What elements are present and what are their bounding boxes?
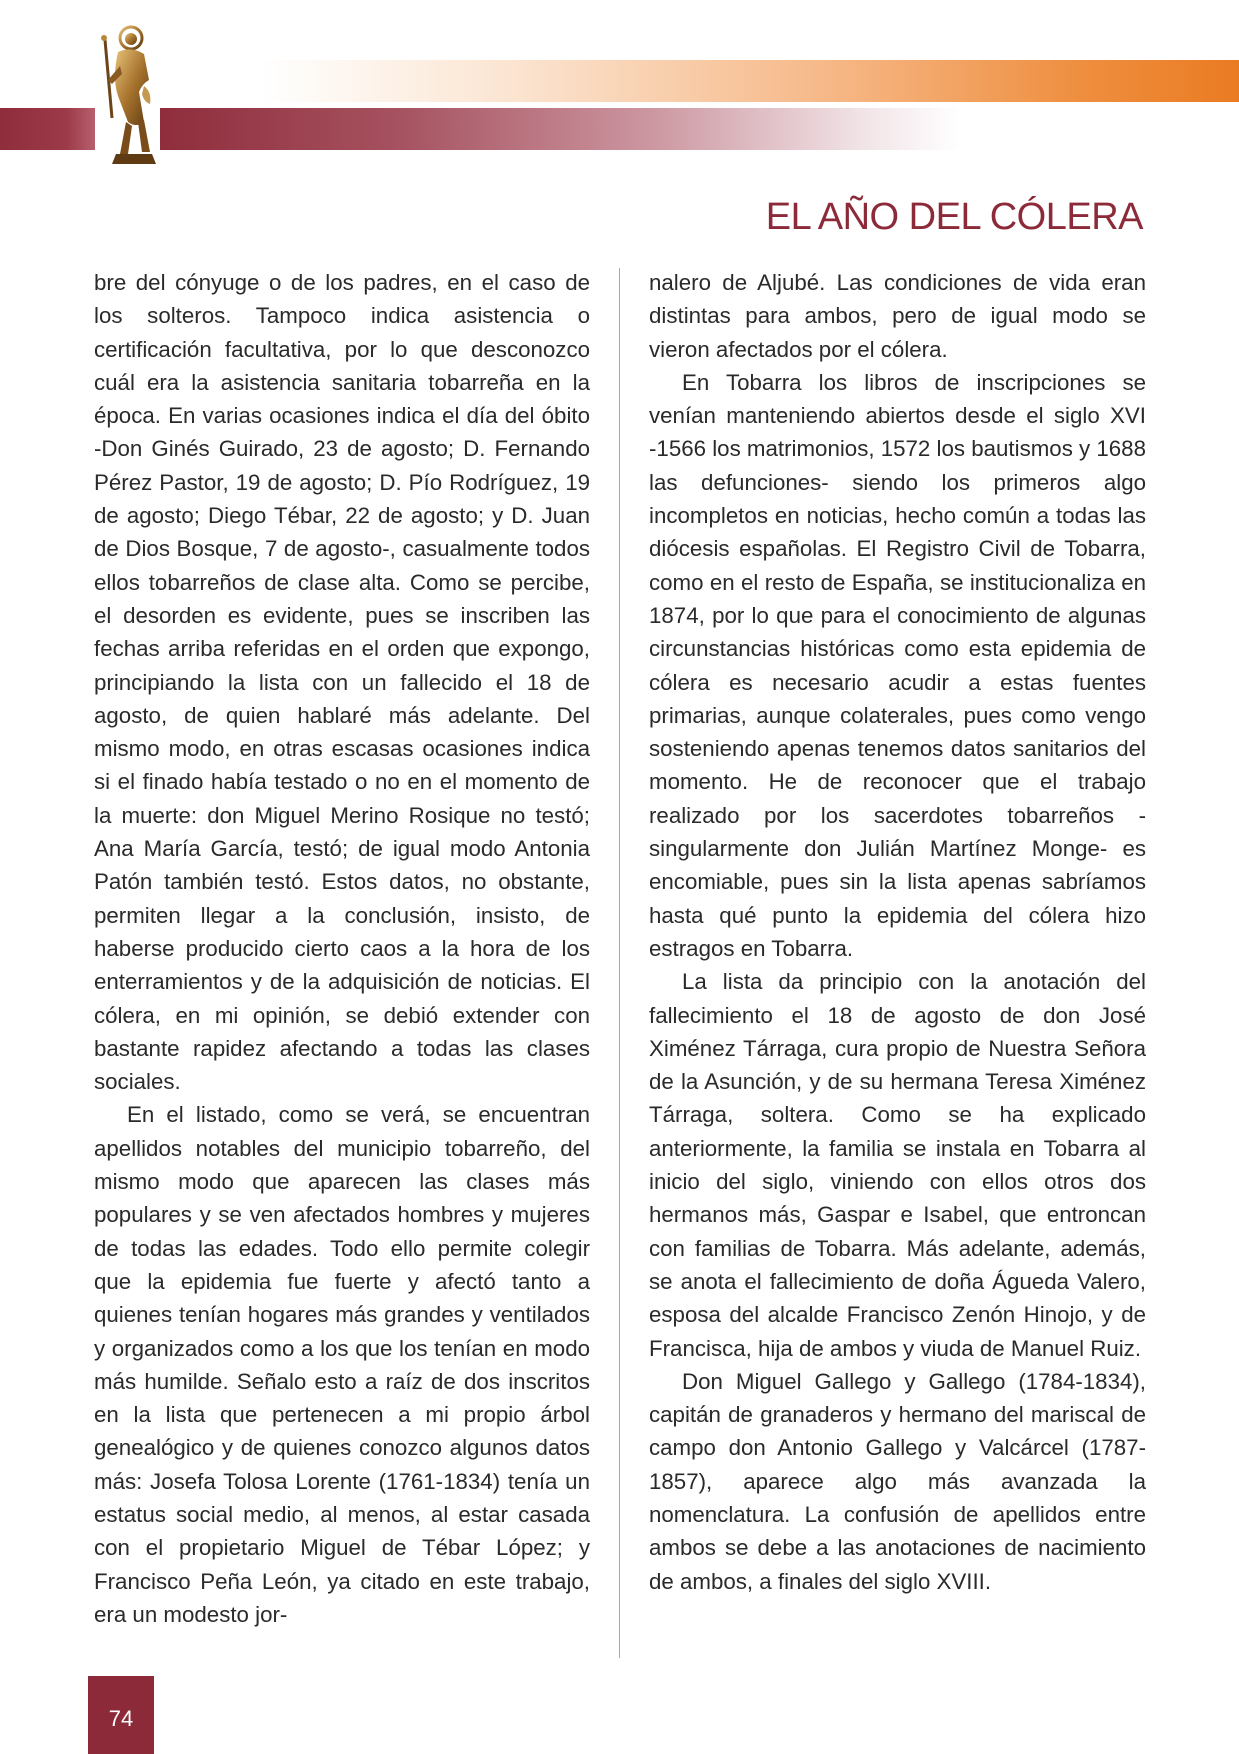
paragraph: bre del cónyuge o de los padres, en el caso de los solteros. Tampoco indica asistencia o certificación facultativa, por lo que desconozco cuál era la asistencia sanitaria tobarreña en la época. En varias ocasiones indica el día del óbito -Don Ginés Guirado, 23 de agosto; D. Fernando Pérez Pastor, 19 de agosto; D. Pío Rodríguez, 19 de agosto; Diego Tébar, 22 de agosto; y D. Juan de Dios Bosque, 7 de agosto-, casualmente todos ellos tobarreños de clase alta. Como se percibe, el desorden es evidente, pues se inscriben las fechas arriba referidas en el orden que expongo, principiando la lista con un fallecido el 18 de agosto, de quien hablaré más adelante. Del mismo modo, en otras escasas ocasiones indica si el finado había testado o no en el momento de la muerte: don Miguel Merino Rosique no testó; Ana María García, testó; de igual modo Antonia Patón también testó. Estos datos, no obstante, permiten llegar a la conclusión, insisto, de haberse producido cierto caos a la hora de los enterramientos y de la adquisición de noticias. El cólera, en mi opinión, se debió extender con bastante rapidez afectando a todas las clases sociales. xyxy=(94,270,590,1095)
header-orange-band xyxy=(262,60,1239,102)
paragraph: La lista da principio con la anotación del fallecimiento el 18 de agosto de don José Ximénez Tárraga, cura propio de Nuestra Señora de la Asunción, y de su hermana Teresa Ximénez Tárraga, soltera. Como se ha explicado anteriormente, la familia se instala en Tobarra al inicio del siglo, viniendo con ellos otros dos hermanos más, Gaspar e Isabel, que entroncan con familias de Tobarra. Más adelante, además, se anota el fallecimiento de doña Águeda Valero, esposa del alcalde Francisco Zenón Hinojo, y de Francisca, hija de ambos y viuda de Manuel Ruiz. xyxy=(649,969,1146,1361)
page-number: 74 xyxy=(108,1706,134,1731)
paragraph: nalero de Aljubé. Las condiciones de vida eran distintas para ambos, pero de igual modo se vieron afectados por el cólera. xyxy=(649,270,1146,362)
paragraph: En el listado, como se verá, se encuentran apellidos notables del municipio tobarreño, del mismo modo que aparecen las clases más populares y se ven afectados hombres y mujeres de todas las edades. Todo ello permite colegir que la epidemia fue fuerte y afectó tanto a quienes tenían hogares más grandes y ventilados y organizados como a los que los tenían en modo más humilde. Señalo esto a raíz de dos inscritos en la lista que pertenecen a mi propio árbol genealógico y de quienes conozco algunos datos más: Josefa Tolosa Lorente (1761-1834) tenía un estatus social medio, al menos, al estar casada con el propietario Miguel de Tébar López; y Francisco Peña León, ya citado en este trabajo, era un modesto jor- xyxy=(94,1102,590,1627)
header-maroon-band-left xyxy=(0,108,95,150)
page-number-box xyxy=(88,1676,154,1754)
section-title: EL AÑO DEL CÓLERA xyxy=(765,196,1143,238)
header-maroon-band xyxy=(160,108,960,150)
column-divider xyxy=(619,268,620,1658)
paragraph: Don Miguel Gallego y Gallego (1784-1834), capitán de granaderos y hermano del mariscal de campo don Antonio Gallego y Valcárcel (1787-1857), aparece algo más avanzada la nomenclatura. La confusión de apellidos entre ambos se debe a las anotaciones de nacimiento de ambos, a finales del siglo XVIII. xyxy=(649,1368,1146,1594)
text-column-right xyxy=(649,266,1146,1598)
text-column-left xyxy=(94,266,590,1631)
saint-statue-icon xyxy=(94,22,162,164)
paragraph: En Tobarra los libros de inscripciones se venían manteniendo abiertos desde el siglo XVI -1566 los matrimonios, 1572 los bautismos y 1688 las defunciones- siendo los primeros algo incompletos en noticias, hecho común a todas las diócesis españolas. El Registro Civil de Tobarra, como en el resto de España, se institucionaliza en 1874, por lo que para el conocimiento de algunas circunstancias históricas como esta epidemia de cólera es necesario acudir a estas fuentes primarias, aunque colaterales, pues como vengo sosteniendo apenas tenemos datos sanitarios del momento. He de reconocer que el trabajo realizado por los sacerdotes tobarreños -singularmente don Julián Martínez Monge- es encomiable, pues sin la lista apenas sabríamos hasta qué punto la epidemia del cólera hizo estragos en Tobarra. xyxy=(649,369,1146,961)
